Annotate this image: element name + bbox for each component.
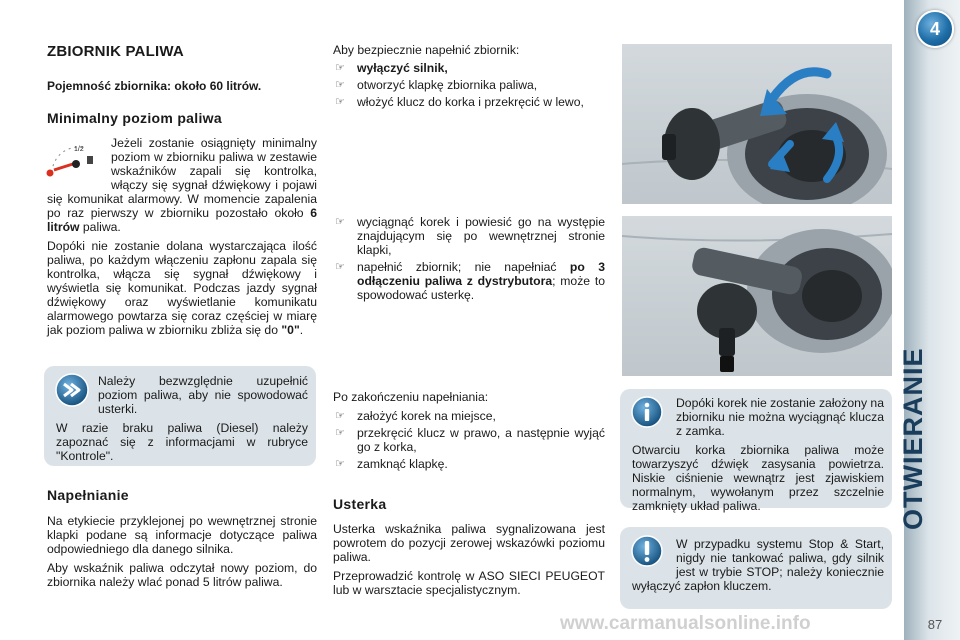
filling-paragraph-1: Na etykiecie przyklejonej po wewnętrznej stronie klapki podane są informacje dotyczące paliwa odpowiedniego dla danego silnika. [47, 514, 317, 556]
filling-paragraph-2: Aby wskaźnik paliwa odczytał nowy poziom, do zbiornika należy wlać ponad 5 litrów paliwa. [47, 561, 317, 589]
fault-heading: Usterka [333, 496, 387, 512]
tank-capacity: Pojemność zbiornika: około 60 litrów. [47, 79, 262, 93]
list-item: ☞ włożyć klucz do korka i przekręcić w lewo, [335, 95, 584, 109]
min-level-paragraph-2-end: . [299, 323, 304, 337]
note-paragraph-1: Należy bezwzględnie uzupełnić poziom paliwa, aby nie spowodować usterki. [98, 374, 308, 416]
list-item: ☞ przekręcić klucz w prawo, a następnie wyjąć go z korka, [335, 426, 605, 454]
refuel-intro: Aby bezpiecznie napełnić zbiornik: [333, 43, 520, 57]
min-level-paragraph-1-end: paliwa. [79, 220, 121, 234]
fuel-cap-photo-open [622, 44, 892, 204]
warning-box [620, 527, 892, 609]
min-level-text [47, 136, 317, 342]
fault-text [333, 522, 605, 602]
fault-paragraph-1: Usterka wskaźnika paliwa sygnalizowana jest powrotem do pozycji zerowej wskazówki poziomu paliwa. [333, 522, 605, 564]
page-title: ZBIORNIK PALIWA [47, 43, 184, 60]
list-item: ☞ napełnić zbiornik; nie napełniać po 3 odłączeniu paliwa z dystrybutora; może to spowodować usterkę. [335, 260, 606, 302]
info-box [620, 389, 892, 513]
refuel-steps-after [333, 390, 605, 474]
min-level-liters: 6 litrów [47, 206, 317, 234]
pointing-hand-icon: ☞ [335, 79, 345, 91]
list-item: ☞ otworzyć klapkę zbiornika paliwa, [335, 78, 538, 92]
fuel-cap-photo-hanging [622, 216, 892, 376]
section-title-vertical: OTWIERANIE [898, 347, 928, 530]
chapter-number-badge: 4 [916, 10, 954, 48]
pointing-hand-icon: ☞ [335, 261, 345, 273]
after-intro: Po zakończeniu napełniania: [333, 390, 489, 404]
list-item: ☞ założyć korek na miejsce, [335, 409, 496, 423]
gauge-half-label: 1/2 [74, 146, 84, 153]
filling-text [47, 514, 317, 594]
pointing-hand-icon: ☞ [335, 62, 345, 74]
min-level-heading: Minimalny poziom paliwa [47, 110, 222, 126]
refuel-steps-during [333, 215, 605, 305]
list-item: ☞ wyłączyć silnik, [335, 61, 448, 75]
watermark: www.carmanualsonline.info [560, 613, 811, 634]
list-item: ☞ zamknąć klapkę. [335, 457, 448, 471]
fault-paragraph-2: Przeprowadzić kontrolę w ASO SIECI PEUGEOT lub w warsztacie specjalistycznym. [333, 569, 605, 597]
info-paragraph-1: Dopóki korek nie zostanie założony na zbiorniku nie można wyciągnąć klucza z zamka. [676, 396, 884, 438]
pointing-hand-icon: ☞ [335, 410, 345, 422]
pointing-hand-icon: ☞ [335, 427, 345, 439]
pointing-hand-icon: ☞ [335, 458, 345, 470]
warning-paragraph-1: W przypadku systemu Stop & Start, nigdy nie tankować paliwa, gdy silnik jest w trybie STOP; należy koniecznie wyłączyć zapłon kluczem. [632, 537, 884, 593]
pointing-hand-icon: ☞ [335, 96, 345, 108]
page-number: 87 [927, 617, 943, 632]
note-paragraph-2: W razie braku paliwa (Diesel) należy zapoznać się z informacjami w rubryce "Kontrole". [56, 421, 308, 463]
pointing-hand-icon: ☞ [335, 216, 345, 228]
refuel-steps-before [333, 43, 605, 112]
note-box [44, 366, 316, 466]
min-level-paragraph-1: Jeżeli zostanie osiągnięty minimalny poziom w zbiorniku paliwa w zestawie wskaźników zapali się kontrolka, włączy się sygnał dźwiękowy i pojawi się komunikat alarmowy. W momencie zapalenia po raz pierwszy w zbiorniku pozostało około [47, 136, 317, 220]
min-level-zero: "0" [281, 323, 300, 337]
list-item: ☞ wyciągnąć korek i powiesić go na występie znajdującym się po wewnętrznej stronie klapki, [335, 215, 605, 257]
info-paragraph-2: Otwarciu korka zbiornika paliwa może towarzyszyć dźwięk zasysania powietrza. Niskie ciśnienie wewnątrz jest zjawiskiem normalnym, wywołanym przez szczelnie zamknięty układ paliwa. [632, 443, 884, 513]
min-level-paragraph-2: Dopóki nie zostanie dolana wystarczająca ilość paliwa, po każdym włączeniu zapłonu zapala się kontrolka, włącza się sygnał dźwiękowy i wyświetla się komunikat. Podczas jazdy sygnał dźwiękowy oraz wyświetlanie komunikatu alarmowego powtarza się coraz częściej w miarę jak poziom paliwa w zbiorniku zbliża się do [47, 239, 317, 337]
filling-heading: Napełnianie [47, 487, 129, 503]
